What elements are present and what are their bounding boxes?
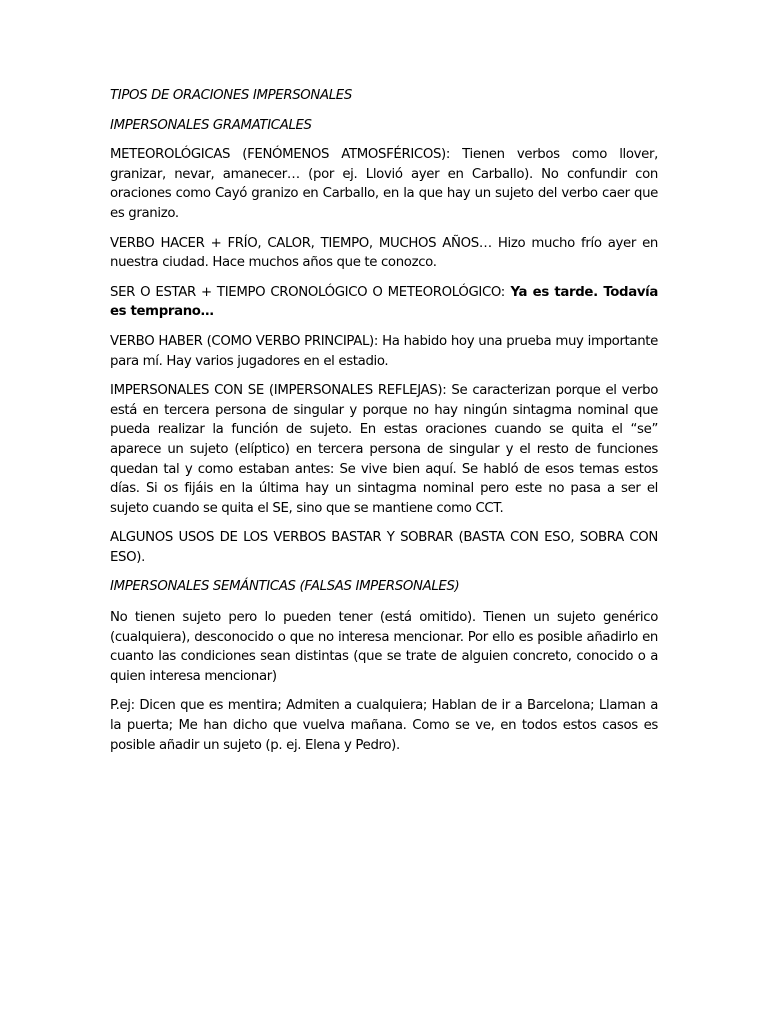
- paragraph-verbo-hacer: [110, 234, 658, 273]
- paragraph-lead: VERBO HACER + FRÍO, CALOR, TIEMPO, MUCHOS AÑOS…: [110, 235, 492, 251]
- paragraph-text: Se caracterizan porque el verbo está en tercera persona de singular y porque no hay ningún sintagma nominal que pueda realizar la función de sujeto. En estas oraciones cuando se quita el “se” aparece un sujeto (elíptico) en tercera persona de singular y el resto de funciones quedan tal y como estaban antes: Se vive bien aquí. Se habló de esos temas estos días. Si os fijáis en la última hay un sintagma nominal pero este no pasa a ser el sujeto cuando se quita el SE, sino que se mantiene como CCT.: [110, 383, 659, 516]
- paragraph-text: Tienen verbos como llover, granizar, nevar, amanecer… (por ej. Llovió ayer en Carballo). No confundir con oraciones como Cayó granizo en Carballo, en la que hay un sujeto del verbo caer que es granizo.: [110, 147, 659, 221]
- paragraph-semanticas: No tienen sujeto pero lo pueden tener (está omitido). Tienen un sujeto genérico (cualquiera), desconocido o que no interesa mencionar. Por ello es posible añadirlo en cuanto las condiciones sean distintas (que se trate de alguien concreto, conocido o a quien interesa mencionar): [110, 610, 658, 684]
- paragraph-meteorologicas: [110, 145, 658, 223]
- paragraph-lead: VERBO HABER (COMO VERBO PRINCIPAL):: [110, 333, 378, 349]
- section-heading-semanticas: IMPERSONALES SEMÁNTICAS (FALSAS IMPERSONALES): [110, 579, 460, 595]
- paragraph-text: Hizo mucho frío ayer en nuestra ciudad. Hace muchos años que te conozco.: [110, 235, 658, 271]
- paragraph-ser-estar: [110, 283, 658, 322]
- paragraph-verbo-haber: [110, 332, 658, 371]
- paragraph-text: Ha habido hoy una prueba muy importante para mí. Hay varios jugadores en el estadio.: [110, 333, 658, 369]
- paragraph-lead: METEOROLÓGICAS (FENÓMENOS ATMOSFÉRICOS):: [110, 147, 451, 163]
- paragraph-bastar-sobrar: ALGUNOS USOS DE LOS VERBOS BASTAR Y SOBRAR (BASTA CON ESO, SOBRA CON ESO).: [110, 530, 658, 565]
- paragraph-ejemplos: P.ej: Dicen que es mentira; Admiten a cualquiera; Hablan de ir a Barcelona; Llaman a la puerta; Me han dicho que vuelva mañana. Como se ve, en todos estos casos es posible añadir un sujeto (p. ej. Elena y Pedro).: [110, 698, 658, 753]
- paragraph-lead: SER O ESTAR + TIEMPO CRONOLÓGICO O METEOROLÓGICO:: [110, 284, 505, 300]
- section-heading-gramaticales: IMPERSONALES GRAMATICALES: [110, 117, 312, 133]
- paragraph-text: Ya es tarde. Todavía es temprano…: [110, 284, 658, 320]
- document-page: [110, 86, 658, 765]
- paragraph-lead: IMPERSONALES CON SE (IMPERSONALES REFLEJAS):: [110, 383, 447, 399]
- document-title: TIPOS DE ORACIONES IMPERSONALES: [110, 88, 352, 103]
- paragraph-impersonales-con-se: [110, 381, 658, 518]
